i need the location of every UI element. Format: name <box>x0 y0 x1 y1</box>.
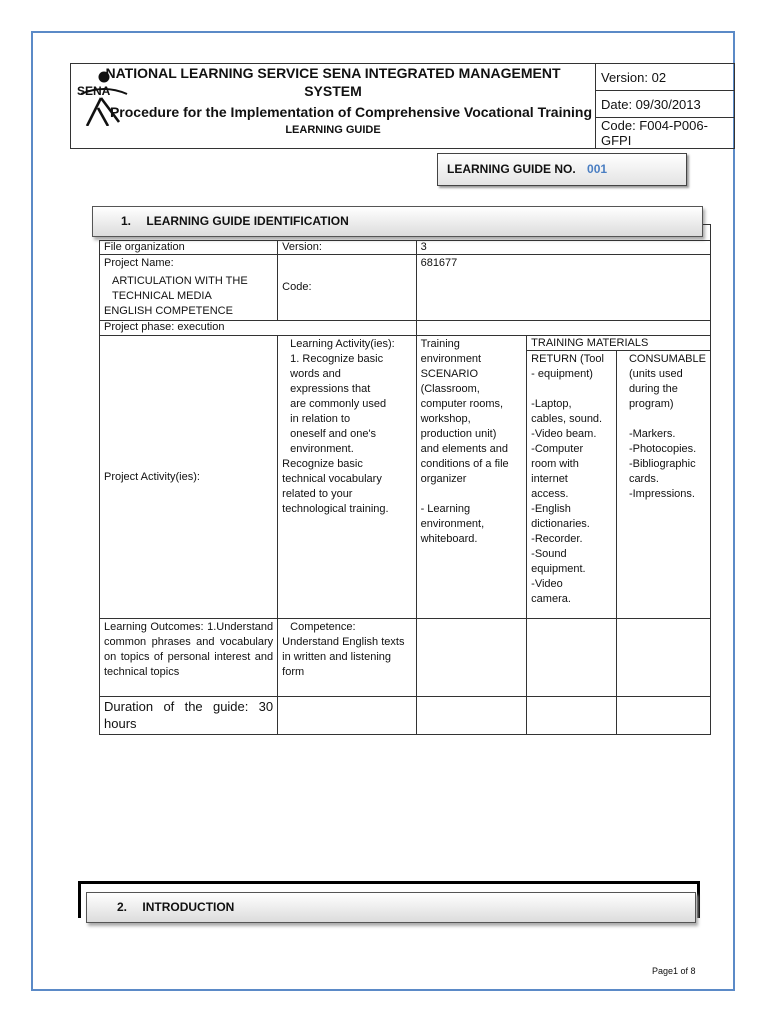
section1-frame-corner <box>703 224 711 240</box>
competence-cell <box>278 619 416 697</box>
learning-activity-cell <box>278 336 416 619</box>
env-line: organizer <box>420 473 467 485</box>
return-materials-cell <box>527 351 617 619</box>
header-code: Code: F004-P006-GFPI <box>596 118 735 149</box>
con-line: (units used <box>628 368 683 380</box>
ret-line: -Video <box>531 578 563 590</box>
learning-guide-number: 001 <box>587 162 608 176</box>
training-environment-cell <box>416 336 527 619</box>
duration-empty-cell <box>278 697 416 735</box>
section2-number: 2. <box>117 900 128 914</box>
con-line: -Bibliographic <box>628 458 696 470</box>
project-name-line3: ENGLISH COMPETENCE <box>104 305 233 317</box>
con-line: -Markers. <box>628 428 676 440</box>
header-date: Date: 09/30/2013 <box>596 91 735 118</box>
env-line: production unit) <box>420 428 497 440</box>
la-line: are commonly used <box>290 398 387 410</box>
file-organization-cell: File organization <box>100 241 278 255</box>
env-line: computer rooms, <box>420 398 504 410</box>
section2-title: INTRODUCTION <box>142 900 235 914</box>
env-line: SCENARIO <box>420 368 479 380</box>
ret-spacer <box>531 382 612 397</box>
duration-empty-cell <box>527 697 617 735</box>
env-line: environment, <box>420 518 485 530</box>
ret-line: -Video beam. <box>531 428 597 440</box>
svg-text:SENA: SENA <box>77 84 111 98</box>
env-line: conditions of a file <box>420 458 509 470</box>
env-line: workshop, <box>420 413 471 425</box>
con-line: -Photocopies. <box>628 443 697 455</box>
section1-title: LEARNING GUIDE IDENTIFICATION <box>146 214 349 228</box>
ret-line: access. <box>531 488 569 500</box>
con-line: during the <box>628 383 678 395</box>
la-line: in relation to <box>290 413 351 425</box>
header-version: Version: 02 <box>596 64 735 91</box>
project-name-line1: ARTICULATION WITH THE <box>112 275 248 287</box>
learning-activity-lines <box>282 337 411 517</box>
document-header <box>70 63 735 149</box>
section1-number: 1. <box>121 214 132 228</box>
con-line: -Impressions. <box>628 488 695 500</box>
project-phase-cell: Project phase: execution <box>100 321 417 336</box>
ret-line: -Sound <box>531 548 567 560</box>
learning-guide-label: LEARNING GUIDE NO. <box>447 162 576 176</box>
project-phase-empty-cell <box>416 321 710 336</box>
env-line: - Learning <box>420 503 471 515</box>
header-title-line2: SYSTEM <box>304 83 362 99</box>
ret-line: -Recorder. <box>531 533 583 545</box>
la-line: expressions that <box>290 383 371 395</box>
ret-line: cables, sound. <box>531 413 603 425</box>
la-line: Learning Activity(ies): <box>290 338 395 350</box>
ret-line: room with <box>531 458 579 470</box>
env-line: Training <box>420 338 460 350</box>
project-activity-cell: Project Activity(ies): <box>100 336 278 619</box>
la-line: words and <box>290 368 341 380</box>
header-title-line4: LEARNING GUIDE <box>285 124 381 136</box>
con-line: program) <box>628 398 674 410</box>
code-label-cell: Code: <box>278 255 416 321</box>
code-value-cell: 681677 <box>416 255 710 321</box>
project-name-cell <box>100 255 278 321</box>
con-line: cards. <box>628 473 659 485</box>
env-line: (Classroom, <box>420 383 480 395</box>
env-line: environment <box>420 353 482 365</box>
header-title-line1: NATIONAL LEARNING SERVICE SENA INTEGRATED MANAGEMENT <box>105 65 561 81</box>
version-value-cell: 3 <box>416 241 710 255</box>
learning-guide-number-box <box>437 153 687 186</box>
ret-line: RETURN (Tool <box>531 353 604 365</box>
consumable-materials-cell <box>616 351 710 619</box>
identification-table <box>99 240 711 735</box>
learning-outcomes-cell: Learning Outcomes: 1.Understand common phrases and vocabulary on topics of personal interest and technical topics <box>100 619 278 697</box>
con-spacer <box>621 412 706 427</box>
project-name-line2: TECHNICAL MEDIA <box>112 290 212 302</box>
ret-line: - equipment) <box>531 368 593 380</box>
ret-line: -Laptop, <box>531 398 572 410</box>
la-line: 1. Recognize basic <box>290 353 384 365</box>
ret-line: internet <box>531 473 568 485</box>
la-line: related to your <box>282 488 353 500</box>
duration-cell: Duration of the guide: 30 hours <box>100 697 278 735</box>
duration-empty-cell <box>616 697 710 735</box>
training-materials-header: TRAINING MATERIALS <box>527 336 711 351</box>
env-line: and elements and <box>420 443 509 455</box>
header-title-cell <box>71 64 596 149</box>
header-title-line3: Procedure for the Implementation of Comprehensive Vocational Training <box>109 104 593 120</box>
la-line: environment. <box>290 443 354 455</box>
outcomes-empty-cell <box>416 619 527 697</box>
ret-line: equipment. <box>531 563 586 575</box>
section2-banner <box>86 892 696 923</box>
outcomes-empty-cell <box>616 619 710 697</box>
page-number: Page1 of 8 <box>652 966 696 976</box>
la-line: Recognize basic <box>282 458 363 470</box>
env-spacer <box>421 487 523 502</box>
la-line: oneself and one's <box>290 428 377 440</box>
project-name-label: Project Name: <box>104 257 174 269</box>
duration-empty-cell <box>416 697 527 735</box>
version-label-cell: Version: <box>278 241 416 255</box>
ret-line: dictionaries. <box>531 518 590 530</box>
outcomes-empty-cell <box>527 619 617 697</box>
competence-text: Understand English texts in written and listening form <box>282 636 405 678</box>
section1-banner <box>92 206 703 237</box>
ret-line: -Computer <box>531 443 584 455</box>
env-line: whiteboard. <box>420 533 478 545</box>
ret-line: camera. <box>531 593 571 605</box>
la-line: technical vocabulary <box>282 473 382 485</box>
con-line: CONSUMABLE <box>628 353 706 365</box>
competence-label: Competence: <box>290 621 356 633</box>
la-line: technological training. <box>282 503 389 515</box>
ret-line: -English <box>531 503 571 515</box>
